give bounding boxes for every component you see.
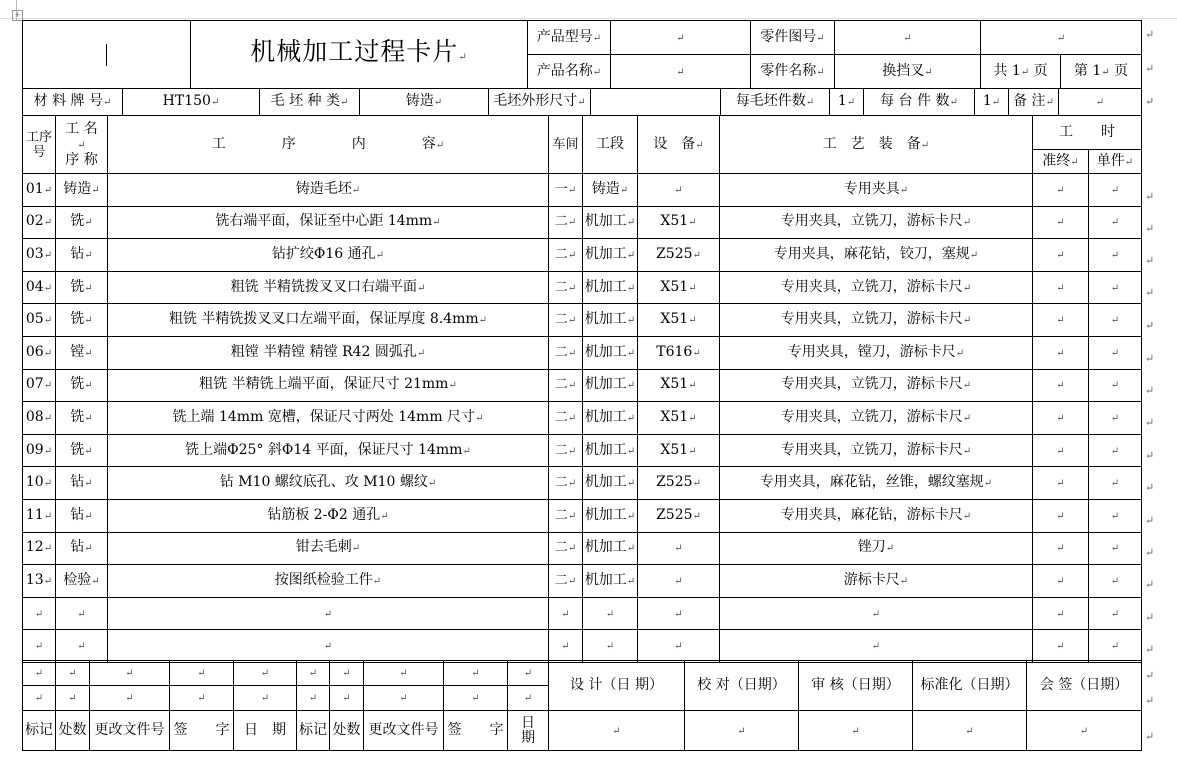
row-content[interactable]: ↵ [108,630,549,663]
product-model-label: 产品型号↵ [528,21,611,55]
standard-label: 标准化（日期） [913,661,1027,711]
table-row [23,402,1142,435]
rev-cell[interactable]: ↵ [364,661,444,686]
rev-cell[interactable]: ↵ [23,686,56,711]
row-unit-time[interactable]: ↵ [1089,271,1142,304]
col-tooling: 工 艺 装 备↵ [720,116,1033,174]
header-table [22,20,1142,89]
row-workshop[interactable]: ↵ [549,630,583,663]
row-section[interactable]: 机加工↵ [583,402,638,435]
count-label: 处数 [330,711,364,751]
row-workshop[interactable]: 二↵ [549,402,583,435]
row-tooling[interactable]: 专用夹具，立铣刀，游标卡尺↵ [720,434,1033,467]
paragraph-mark: ↵ [1145,546,1155,559]
table-row [23,369,1142,402]
paragraph-mark: ↵ [1145,352,1155,365]
row-op-name[interactable]: 钻↵ [56,499,108,532]
row-prep-time[interactable]: ↵ [1033,206,1089,239]
row-tooling[interactable]: 专用夹具，立铣刀，游标卡尺↵ [720,369,1033,402]
row-equipment[interactable]: ↵ [638,174,720,207]
rev-cell[interactable]: ↵ [297,661,330,686]
rev-cell[interactable]: ↵ [364,686,444,711]
row-workshop[interactable]: 二↵ [549,467,583,500]
table-row [23,304,1142,337]
row-tooling[interactable]: 专用夹具↵ [720,174,1033,207]
row-section[interactable]: 机加工↵ [583,467,638,500]
table-row [23,630,1142,663]
row-tooling[interactable]: ↵ [720,597,1033,630]
row-content[interactable]: 粗铣 半精铣拨叉叉口左端平面，保证厚度 8.4mm↵ [108,304,549,337]
row-op-name[interactable]: 镗↵ [56,336,108,369]
per-blank-value[interactable]: 1↵ [830,89,864,116]
material-value[interactable]: HT150↵ [123,89,260,116]
review-label: 审 核（日期） [799,661,913,711]
row-op-name[interactable]: 铣↵ [56,206,108,239]
row-op-no[interactable]: 11↵ [23,499,56,532]
table-row [23,239,1142,272]
rev-cell[interactable]: ↵ [170,686,234,711]
row-prep-time[interactable]: ↵ [1033,336,1089,369]
remark-label: 备 注↵ [1009,89,1059,116]
part-drawing-no-value[interactable]: ↵ [835,21,981,55]
card-title: 机械加工过程卡片↵ [191,21,528,89]
row-workshop[interactable]: ↵ [549,597,583,630]
row-op-no[interactable]: 07↵ [23,369,56,402]
row-op-no[interactable]: 04↵ [23,271,56,304]
page-number[interactable]: 第 1↵ 页 [1061,55,1142,89]
rev-cell[interactable]: ↵ [170,661,234,686]
check-value[interactable]: ↵ [685,711,799,751]
row-workshop[interactable]: 一↵ [549,174,583,207]
row-content[interactable]: 钳去毛刺↵ [108,532,549,565]
row-op-no[interactable]: 12↵ [23,532,56,565]
rev-cell[interactable]: ↵ [56,686,90,711]
row-op-name[interactable]: 钻↵ [56,467,108,500]
row-op-no[interactable]: 08↵ [23,402,56,435]
row-op-name[interactable]: 铣↵ [56,369,108,402]
paragraph-mark: ↵ [1145,449,1155,462]
row-content[interactable]: 按图纸检验工件↵ [108,565,549,598]
row-unit-time[interactable]: ↵ [1089,434,1142,467]
col-content: 工 序 内 容↵ [108,116,549,174]
row-tooling[interactable]: 锉刀↵ [720,532,1033,565]
table-row [23,206,1142,239]
row-op-no[interactable]: 02↵ [23,206,56,239]
row-content[interactable]: 粗铣 半精铣上端平面，保证尺寸 21mm↵ [108,369,549,402]
rev-cell[interactable]: ↵ [90,661,170,686]
row-equipment[interactable]: X51↵ [638,271,720,304]
row-unit-time[interactable]: ↵ [1089,369,1142,402]
row-equipment[interactable]: X51↵ [638,369,720,402]
row-op-no[interactable]: 09↵ [23,434,56,467]
row-tooling[interactable]: 游标卡尺↵ [720,565,1033,598]
row-workshop[interactable]: 二↵ [549,304,583,337]
row-section[interactable]: 机加工↵ [583,239,638,272]
header-blank-cell[interactable]: ↵ [981,21,1142,55]
paragraph-mark: ↵ [1145,28,1155,41]
row-content[interactable]: 铸造毛坯↵ [108,174,549,207]
row-unit-time[interactable]: ↵ [1089,597,1142,630]
paragraph-mark: ↵ [1145,254,1155,267]
row-equipment[interactable]: T616↵ [638,336,720,369]
row-prep-time[interactable]: ↵ [1033,565,1089,598]
row-unit-time[interactable]: ↵ [1089,565,1142,598]
table-row [23,271,1142,304]
row-tooling[interactable]: 专用夹具，镗刀，游标卡尺↵ [720,336,1033,369]
rev-cell[interactable]: ↵ [330,686,364,711]
row-unit-time[interactable]: ↵ [1089,402,1142,435]
col-equipment: 设 备↵ [638,116,720,174]
row-op-no[interactable]: ↵ [23,597,56,630]
row-unit-time[interactable]: ↵ [1089,239,1142,272]
row-prep-time[interactable]: ↵ [1033,239,1089,272]
row-content[interactable]: 钻 M10 螺纹底孔、攻 M10 螺纹↵ [108,467,549,500]
row-unit-time[interactable]: ↵ [1089,630,1142,663]
material-label: 材 料 牌 号↵ [23,89,123,116]
row-prep-time[interactable]: ↵ [1033,532,1089,565]
row-unit-time[interactable]: ↵ [1089,304,1142,337]
move-handle-icon[interactable]: + [12,10,23,21]
row-unit-time[interactable]: ↵ [1089,467,1142,500]
paragraph-mark: ↵ [1145,643,1155,656]
row-prep-time[interactable]: ↵ [1033,434,1089,467]
paragraph-mark: ↵ [1145,319,1155,332]
countersign-value[interactable]: ↵ [1027,711,1142,751]
row-content[interactable]: 铣右端平面，保证至中心距 14mm↵ [108,206,549,239]
paragraph-mark: ↵ [1145,578,1155,591]
col-op-no: 工序号 [23,116,56,174]
process-table [22,115,1142,663]
row-op-name[interactable]: 铸造↵ [56,174,108,207]
row-equipment[interactable]: Z525↵ [638,499,720,532]
row-equipment[interactable]: X51↵ [638,402,720,435]
row-prep-time[interactable]: ↵ [1033,369,1089,402]
text-cursor [106,44,107,66]
paragraph-mark: ↵ [1145,481,1155,494]
row-tooling[interactable]: 专用夹具，立铣刀，游标卡尺↵ [720,402,1033,435]
row-op-name[interactable]: 钻↵ [56,532,108,565]
row-tooling[interactable]: 专用夹具，麻花钻，铰刀，塞规↵ [720,239,1033,272]
row-op-name[interactable]: ↵ [56,630,108,663]
part-drawing-no-label: 零件图号↵ [751,21,835,55]
row-tooling[interactable]: 专用夹具，立铣刀，游标卡尺↵ [720,271,1033,304]
table-row [23,434,1142,467]
rev-cell[interactable]: ↵ [444,661,508,686]
col-workshop: 车间 [549,116,583,174]
row-op-name[interactable]: 检验↵ [56,565,108,598]
row-op-name[interactable]: 铣↵ [56,304,108,337]
part-name-label: 零件名称↵ [751,55,835,89]
row-op-name[interactable]: 钻↵ [56,239,108,272]
paragraph-mark: ↵ [1145,286,1155,299]
row-section[interactable]: 机加工↵ [583,565,638,598]
row-equipment[interactable]: ↵ [638,597,720,630]
row-op-name[interactable]: ↵ [56,597,108,630]
row-equipment[interactable]: ↵ [638,532,720,565]
sign-label: 签 字 [170,711,234,751]
product-model-value[interactable]: ↵ [611,21,751,55]
row-equipment[interactable]: ↵ [638,630,720,663]
paragraph-mark: ↵ [1145,95,1155,108]
review-value[interactable]: ↵ [799,711,913,751]
row-tooling[interactable]: 专用夹具，麻花钻，游标卡尺↵ [720,499,1033,532]
row-tooling[interactable]: 专用夹具，立铣刀，游标卡尺↵ [720,206,1033,239]
table-row [23,336,1142,369]
change-doc-label: 更改文件号 [90,711,170,751]
row-prep-time[interactable]: ↵ [1033,467,1089,500]
logo-cell[interactable] [23,21,191,89]
paragraph-mark: ↵ [1145,62,1155,75]
row-equipment[interactable]: X51↵ [638,206,720,239]
rev-cell[interactable]: ↵ [297,686,330,711]
row-section[interactable]: 机加工↵ [583,271,638,304]
paragraph-mark: ↵ [1145,222,1155,235]
row-unit-time[interactable]: ↵ [1089,206,1142,239]
row-section[interactable]: 机加工↵ [583,206,638,239]
remark-value[interactable]: ↵ [1059,89,1142,116]
row-op-name[interactable]: 铣↵ [56,434,108,467]
per-unit-label: 每 台 件 数↵ [864,89,975,116]
row-unit-time[interactable]: ↵ [1089,499,1142,532]
row-prep-time[interactable]: ↵ [1033,271,1089,304]
table-row [23,499,1142,532]
paragraph-mark: ↵ [1145,730,1155,743]
paragraph-mark: ↵ [1145,611,1155,624]
row-content[interactable]: 钻筋板 2-Φ2 通孔↵ [108,499,549,532]
row-section[interactable]: 机加工↵ [583,304,638,337]
rev-cell[interactable]: ↵ [508,661,549,686]
blank-size-label: 毛坯外形尺寸↵ [489,89,591,116]
row-section[interactable]: 机加工↵ [583,434,638,467]
row-workshop[interactable]: 二↵ [549,239,583,272]
change-doc-label: 更改文件号 [364,711,444,751]
row-workshop[interactable]: 二↵ [549,271,583,304]
row-prep-time[interactable]: ↵ [1033,630,1089,663]
rev-cell[interactable]: ↵ [330,661,364,686]
row-prep-time[interactable]: ↵ [1033,304,1089,337]
row-prep-time[interactable]: ↵ [1033,597,1089,630]
row-equipment[interactable]: X51↵ [638,304,720,337]
product-name-value[interactable]: ↵ [611,55,751,89]
date-label: 日 期 [234,711,297,751]
date-label-short: 日 期 [508,711,549,751]
col-time: 工 时 [1033,116,1142,150]
table-row [23,597,1142,630]
row-content[interactable]: 铣上端 14mm 宽槽，保证尺寸两处 14mm 尺寸↵ [108,402,549,435]
count-label: 处数 [56,711,90,751]
row-tooling[interactable]: ↵ [720,630,1033,663]
col-unit-time: 单件↵ [1089,150,1142,174]
footer-table [22,660,1142,751]
row-op-no[interactable]: 05↵ [23,304,56,337]
row-content[interactable]: 粗铣 半精铣拨叉叉口右端平面↵ [108,271,549,304]
row-section[interactable]: ↵ [583,630,638,663]
row-op-no[interactable]: 01↵ [23,174,56,207]
per-unit-value[interactable]: 1↵ [975,89,1009,116]
row-op-no[interactable]: 10↵ [23,467,56,500]
row-workshop[interactable]: 二↵ [549,499,583,532]
row-op-name[interactable]: 铣↵ [56,271,108,304]
row-unit-time[interactable]: ↵ [1089,336,1142,369]
total-pages[interactable]: 共 1↵ 页 [981,55,1061,89]
row-op-no[interactable]: 03↵ [23,239,56,272]
table-row [23,174,1142,207]
row-op-no[interactable]: 13↵ [23,565,56,598]
table-row [23,467,1142,500]
row-tooling[interactable]: 专用夹具，麻花钻，丝锥，螺纹塞规↵ [720,467,1033,500]
row-prep-time[interactable]: ↵ [1033,174,1089,207]
row-section[interactable]: 机加工↵ [583,336,638,369]
design-label: 设 计（日 期） [549,661,685,711]
row-content[interactable]: ↵ [108,597,549,630]
col-prep-time: 准终↵ [1033,150,1089,174]
row-section[interactable]: 机加工↵ [583,369,638,402]
process-card [22,20,1141,752]
row-section[interactable]: ↵ [583,597,638,630]
rev-cell[interactable]: ↵ [23,661,56,686]
part-name-value[interactable]: 换挡叉↵ [835,55,981,89]
row-prep-time[interactable]: ↵ [1033,402,1089,435]
check-label: 校 对（日期） [685,661,799,711]
row-content[interactable]: 钻扩绞Φ16 通孔↵ [108,239,549,272]
product-name-label: 产品名称↵ [528,55,611,89]
row-op-no[interactable]: ↵ [23,630,56,663]
design-value[interactable]: ↵ [549,711,685,751]
material-table [22,88,1142,116]
row-section[interactable]: 机加工↵ [583,532,638,565]
row-workshop[interactable]: 二↵ [549,206,583,239]
row-equipment[interactable]: X51↵ [638,434,720,467]
row-workshop[interactable]: 二↵ [549,336,583,369]
table-row [23,565,1142,598]
row-unit-time[interactable]: ↵ [1089,532,1142,565]
row-tooling[interactable]: 专用夹具，立铣刀，游标卡尺↵ [720,304,1033,337]
blank-type-value[interactable]: 铸造↵ [360,89,489,116]
paragraph-mark: ↵ [1145,514,1155,527]
rev-cell[interactable]: ↵ [444,686,508,711]
paragraph-mark: ↵ [1145,694,1155,707]
rev-cell[interactable]: ↵ [90,686,170,711]
row-equipment[interactable]: Z525↵ [638,239,720,272]
row-op-name[interactable]: 铣↵ [56,402,108,435]
row-content[interactable]: 粗镗 半精镗 精镗 R42 圆弧孔↵ [108,336,549,369]
blank-size-value[interactable] [591,89,721,116]
rev-cell[interactable]: ↵ [508,686,549,711]
paragraph-mark: ↵ [1145,384,1155,397]
row-unit-time[interactable]: ↵ [1089,174,1142,207]
paragraph-mark: ↵ [1145,416,1155,429]
countersign-label: 会 签（日期） [1027,661,1142,711]
row-workshop[interactable]: 二↵ [549,565,583,598]
row-prep-time[interactable]: ↵ [1033,499,1089,532]
sign-label: 签 字 [444,711,508,751]
rev-cell[interactable]: ↵ [234,686,297,711]
row-op-no[interactable]: 06↵ [23,336,56,369]
row-section[interactable]: 铸造↵ [583,174,638,207]
row-workshop[interactable]: 二↵ [549,434,583,467]
table-row [23,532,1142,565]
row-content[interactable]: 铣上端Φ25° 斜Φ14 平面，保证尺寸 14mm↵ [108,434,549,467]
blank-type-label: 毛 坯 种 类↵ [260,89,360,116]
row-workshop[interactable]: 二↵ [549,532,583,565]
row-equipment[interactable]: Z525↵ [638,467,720,500]
paragraph-mark: ↵ [1145,190,1155,203]
row-workshop[interactable]: 二↵ [549,369,583,402]
col-section: 工段 [583,116,638,174]
rev-cell[interactable]: ↵ [234,661,297,686]
row-section[interactable]: 机加工↵ [583,499,638,532]
row-equipment[interactable]: ↵ [638,565,720,598]
col-op-name: 工 名 ↵ 序 称 [56,116,108,174]
rev-cell[interactable]: ↵ [56,661,90,686]
mark-label: 标记 [297,711,330,751]
mark-label: 标记 [23,711,56,751]
paragraph-mark: ↵ [1145,669,1155,682]
per-blank-label: 每毛坯件数↵ [721,89,830,116]
standard-value[interactable]: ↵ [913,711,1027,751]
